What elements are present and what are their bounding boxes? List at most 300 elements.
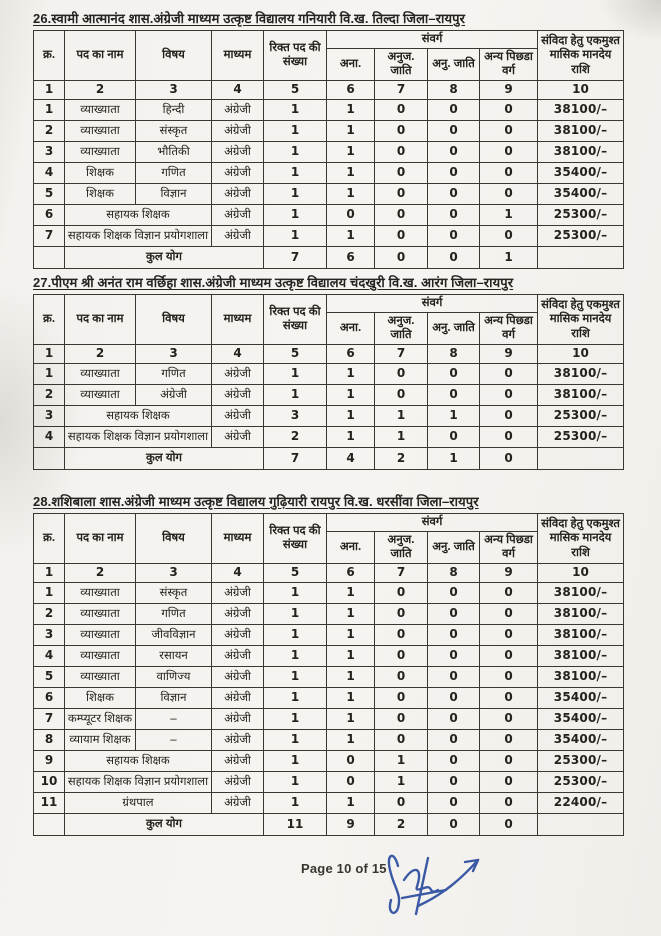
cell-serial: 3 [34,405,65,426]
cell-obc: 0 [480,729,538,750]
table-row [34,363,624,384]
column-index: 1 [34,563,65,582]
cell-general: 1 [327,624,375,645]
school-title-26: 26.स्वामी आत्मानंद शास.अंग्रेजी माध्यम उत्कृष्ट विद्यालय गनियारी वि.ख. तिल्दा जिला–रायपुर [33,11,466,26]
cell-vacant: 1 [264,225,327,246]
column-index: 6 [327,80,375,99]
col-header-obc: अन्य पिछडा वर्ग [480,49,538,81]
cell-st: 0 [428,225,480,246]
cell-sc: 0 [375,162,428,183]
cell-st: 0 [428,603,480,624]
cell-post: सहायक शिक्षक विज्ञान प्रयोगशाला [65,771,212,792]
table-row [34,771,624,792]
cell-obc: 1 [480,204,538,225]
cell-medium: अंग्रेजी [212,603,264,624]
cell-obc: 0 [480,99,538,120]
cell-medium: अंग्रेजी [212,120,264,141]
cell-subject: रसायन [136,645,212,666]
column-index: 9 [480,80,538,99]
column-index: 4 [212,563,264,582]
cell-general: 0 [327,750,375,771]
cell-general: 1 [327,183,375,204]
total-vacant: 7 [264,447,327,469]
table-row [34,225,624,246]
total-st: 0 [428,246,480,268]
cell-obc: 0 [480,750,538,771]
cell-general: 1 [327,666,375,687]
cell-post: व्याख्याता [65,99,136,120]
cell-general: 1 [327,162,375,183]
col-header-st: अनु. जाति [428,532,480,564]
vacancy-table-28 [33,513,624,836]
cell-sc: 0 [375,204,428,225]
cell-st: 0 [428,666,480,687]
cell-medium: अंग्रेजी [212,708,264,729]
total-general: 6 [327,246,375,268]
cell-honorarium: 38100/– [538,363,624,384]
cell-post: कम्प्यूटर शिक्षक [65,708,136,729]
cell-st: 0 [428,645,480,666]
cell-obc: 0 [480,771,538,792]
cell-honorarium: 25300/– [538,204,624,225]
cell-sc: 0 [375,708,428,729]
cell-medium: अंग्रेजी [212,792,264,813]
table-row [34,120,624,141]
cell-sc: 1 [375,405,428,426]
cell-medium: अंग्रेजी [212,771,264,792]
column-index: 1 [34,344,65,363]
column-index: 2 [65,80,136,99]
cell-vacant: 1 [264,666,327,687]
col-header-medium: माध्यम [212,295,264,345]
column-index: 7 [375,563,428,582]
total-label: कुल योग [65,246,264,268]
cell-serial: 7 [34,708,65,729]
cell-general: 1 [327,603,375,624]
cell-st: 1 [428,405,480,426]
col-header-general: अना. [327,49,375,81]
table-row [34,603,624,624]
cell-medium: अंग्रेजी [212,729,264,750]
cell-honorarium: 25300/– [538,405,624,426]
cell-honorarium: 38100/– [538,645,624,666]
cell-obc: 0 [480,363,538,384]
cell-general: 1 [327,120,375,141]
cell-vacant: 1 [264,204,327,225]
cell-obc: 0 [480,603,538,624]
col-header-serial: क्र. [34,31,65,81]
cell-medium: अंग्रेजी [212,183,264,204]
total-serial-empty [34,813,65,835]
column-index: 4 [212,344,264,363]
total-sc: 2 [375,447,428,469]
cell-general: 1 [327,405,375,426]
cell-general: 0 [327,771,375,792]
cell-subject: – [136,708,212,729]
col-header-category-group: संवर्ग [327,295,538,313]
cell-serial: 2 [34,384,65,405]
cell-vacant: 1 [264,792,327,813]
cell-subject: विज्ञान [136,687,212,708]
cell-sc: 0 [375,645,428,666]
cell-obc: 0 [480,792,538,813]
cell-sc: 0 [375,120,428,141]
column-index: 1 [34,80,65,99]
cell-general: 1 [327,687,375,708]
cell-st: 0 [428,162,480,183]
cell-post: व्याख्याता [65,384,136,405]
cell-st: 0 [428,204,480,225]
cell-honorarium: 38100/– [538,624,624,645]
cell-subject: हिन्दी [136,99,212,120]
total-row [34,246,624,268]
col-header-subject: विषय [136,295,212,345]
cell-obc: 0 [480,666,538,687]
column-index: 3 [136,344,212,363]
cell-serial: 10 [34,771,65,792]
table-row [34,141,624,162]
col-header-post: पद का नाम [65,31,136,81]
total-st: 0 [428,813,480,835]
cell-general: 1 [327,582,375,603]
cell-st: 0 [428,792,480,813]
cell-sc: 0 [375,141,428,162]
cell-vacant: 1 [264,603,327,624]
cell-serial: 3 [34,624,65,645]
cell-st: 0 [428,708,480,729]
cell-vacant: 1 [264,384,327,405]
cell-serial: 11 [34,792,65,813]
total-serial-empty [34,246,65,268]
cell-vacant: 3 [264,405,327,426]
cell-serial: 6 [34,204,65,225]
cell-post: व्याख्याता [65,666,136,687]
cell-obc: 0 [480,384,538,405]
col-header-medium: माध्यम [212,31,264,81]
cell-honorarium: 25300/– [538,771,624,792]
school-section-26 [33,9,629,269]
column-index: 2 [65,563,136,582]
cell-post: सहायक शिक्षक [65,405,212,426]
cell-sc: 1 [375,750,428,771]
cell-honorarium: 38100/– [538,603,624,624]
cell-st: 0 [428,183,480,204]
cell-serial: 9 [34,750,65,771]
col-header-subject: विषय [136,514,212,564]
table-row [34,582,624,603]
cell-post: शिक्षक [65,162,136,183]
col-header-medium: माध्यम [212,514,264,564]
table-row [34,99,624,120]
col-header-vacant-count: रिक्त पद की संख्या [264,514,327,564]
cell-vacant: 1 [264,99,327,120]
cell-general: 1 [327,141,375,162]
cell-medium: अंग्रेजी [212,426,264,447]
cell-post: ग्रंथपाल [65,792,212,813]
cell-obc: 0 [480,687,538,708]
col-header-vacant-count: रिक्त पद की संख्या [264,31,327,81]
cell-serial: 5 [34,183,65,204]
cell-vacant: 1 [264,708,327,729]
cell-subject: – [136,729,212,750]
column-index: 7 [375,80,428,99]
cell-obc: 0 [480,582,538,603]
cell-st: 0 [428,99,480,120]
cell-subject: गणित [136,603,212,624]
column-index: 2 [65,344,136,363]
column-index: 5 [264,344,327,363]
total-row [34,447,624,469]
col-header-post: पद का नाम [65,514,136,564]
col-header-general: अना. [327,313,375,345]
cell-obc: 0 [480,405,538,426]
cell-obc: 0 [480,624,538,645]
column-index: 6 [327,344,375,363]
school-title-27: 27.पीएम श्री अनंत राम वर्छिहा शास.अंग्रेजी माध्यम उत्कृष्ट विद्यालय चंदखुरी वि.ख. आरंग जिला–रायपुर [33,275,514,290]
page-number-footer: Page 10 of 15 [301,861,387,876]
cell-obc: 0 [480,426,538,447]
column-index: 10 [538,80,624,99]
cell-sc: 0 [375,225,428,246]
cell-subject: भौतिकी [136,141,212,162]
column-index: 10 [538,344,624,363]
total-st: 1 [428,447,480,469]
table-row [34,687,624,708]
cell-general: 1 [327,729,375,750]
total-sc: 0 [375,246,428,268]
cell-general: 1 [327,708,375,729]
cell-medium: अंग्रेजी [212,99,264,120]
cell-post: सहायक शिक्षक विज्ञान प्रयोगशाला [65,225,212,246]
table-row [34,183,624,204]
cell-medium: अंग्रेजी [212,141,264,162]
cell-vacant: 1 [264,645,327,666]
cell-subject: वाणिज्य [136,666,212,687]
cell-honorarium: 35400/– [538,708,624,729]
cell-vacant: 1 [264,363,327,384]
cell-serial: 4 [34,645,65,666]
column-index: 3 [136,563,212,582]
col-header-honorarium: संविदा हेतु एकमुश्त मासिक मानदेय राशि [538,31,624,81]
cell-sc: 0 [375,582,428,603]
table-row [34,384,624,405]
cell-post: व्याख्याता [65,645,136,666]
cell-general: 1 [327,426,375,447]
table-row [34,666,624,687]
header-row-main [34,31,624,49]
cell-vacant: 1 [264,582,327,603]
cell-sc: 0 [375,384,428,405]
table-row [34,426,624,447]
cell-obc: 0 [480,183,538,204]
cell-honorarium: 35400/– [538,183,624,204]
cell-serial: 4 [34,162,65,183]
column-index: 8 [428,563,480,582]
cell-st: 0 [428,624,480,645]
col-header-category-group: संवर्ग [327,514,538,532]
table-row [34,405,624,426]
table-row [34,645,624,666]
cell-honorarium: 25300/– [538,225,624,246]
cell-st: 0 [428,141,480,162]
cell-serial: 4 [34,426,65,447]
cell-st: 0 [428,384,480,405]
cell-obc: 0 [480,141,538,162]
column-index: 5 [264,563,327,582]
cell-vacant: 1 [264,183,327,204]
cell-general: 1 [327,645,375,666]
cell-sc: 1 [375,426,428,447]
total-general: 9 [327,813,375,835]
cell-serial: 7 [34,225,65,246]
total-general: 4 [327,447,375,469]
cell-post: व्यायाम शिक्षक [65,729,136,750]
cell-obc: 0 [480,708,538,729]
total-obc: 0 [480,447,538,469]
cell-post: व्याख्याता [65,120,136,141]
total-serial-empty [34,447,65,469]
table-row [34,792,624,813]
cell-subject: अंग्रेजी [136,384,212,405]
cell-medium: अंग्रेजी [212,687,264,708]
cell-medium: अंग्रेजी [212,666,264,687]
cell-honorarium: 35400/– [538,687,624,708]
vacancy-table-27 [33,294,624,470]
cell-medium: अंग्रेजी [212,162,264,183]
cell-post: व्याख्याता [65,624,136,645]
col-header-sc: अनुज. जाति [375,49,428,81]
cell-st: 0 [428,729,480,750]
cell-post: शिक्षक [65,687,136,708]
vacancy-table-26 [33,30,624,269]
cell-honorarium: 25300/– [538,750,624,771]
cell-sc: 0 [375,729,428,750]
cell-serial: 1 [34,363,65,384]
cell-honorarium: 22400/– [538,792,624,813]
cell-honorarium: 38100/– [538,99,624,120]
column-index: 6 [327,563,375,582]
column-index: 4 [212,80,264,99]
cell-general: 1 [327,363,375,384]
cell-sc: 0 [375,666,428,687]
header-row-main [34,295,624,313]
cell-medium: अंग्रेजी [212,624,264,645]
cell-honorarium: 38100/– [538,141,624,162]
cell-vacant: 1 [264,120,327,141]
col-header-post: पद का नाम [65,295,136,345]
cell-honorarium: 38100/– [538,582,624,603]
cell-st: 0 [428,771,480,792]
cell-post: व्याख्याता [65,363,136,384]
cell-post: सहायक शिक्षक [65,750,212,771]
cell-general: 0 [327,204,375,225]
col-header-honorarium: संविदा हेतु एकमुश्त मासिक मानदेय राशि [538,295,624,345]
column-index: 9 [480,344,538,363]
table-row [34,729,624,750]
col-header-category-group: संवर्ग [327,31,538,49]
cell-subject: जीवविज्ञान [136,624,212,645]
cell-serial: 2 [34,603,65,624]
column-index: 8 [428,80,480,99]
cell-subject: संस्कृत [136,120,212,141]
table-row [34,624,624,645]
col-header-sc: अनुज. जाति [375,313,428,345]
cell-medium: अंग्रेजी [212,750,264,771]
cell-vacant: 1 [264,750,327,771]
cell-obc: 0 [480,120,538,141]
school-section-28 [33,492,629,836]
cell-post: शिक्षक [65,183,136,204]
cell-vacant: 1 [264,771,327,792]
cell-obc: 0 [480,645,538,666]
cell-medium: अंग्रेजी [212,582,264,603]
header-row-main [34,514,624,532]
total-label: कुल योग [65,447,264,469]
cell-post: व्याख्याता [65,603,136,624]
cell-medium: अंग्रेजी [212,645,264,666]
cell-subject: गणित [136,162,212,183]
total-vacant: 7 [264,246,327,268]
cell-sc: 0 [375,99,428,120]
signature-ink-icon [384,836,634,920]
cell-honorarium: 35400/– [538,162,624,183]
total-label: कुल योग [65,813,264,835]
school-section-27 [33,273,629,470]
col-header-st: अनु. जाति [428,313,480,345]
cell-sc: 0 [375,603,428,624]
total-honorarium-empty [538,246,624,268]
cell-serial: 3 [34,141,65,162]
col-header-serial: क्र. [34,295,65,345]
cell-vacant: 1 [264,162,327,183]
total-obc: 0 [480,813,538,835]
cell-vacant: 2 [264,426,327,447]
cell-post: सहायक शिक्षक [65,204,212,225]
col-header-vacant-count: रिक्त पद की संख्या [264,295,327,345]
column-index-row [34,563,624,582]
cell-sc: 0 [375,792,428,813]
cell-general: 1 [327,225,375,246]
table-row [34,750,624,771]
cell-subject: विज्ञान [136,183,212,204]
cell-st: 0 [428,582,480,603]
col-header-honorarium: संविदा हेतु एकमुश्त मासिक मानदेय राशि [538,514,624,564]
col-header-obc: अन्य पिछडा वर्ग [480,313,538,345]
cell-general: 1 [327,99,375,120]
col-header-subject: विषय [136,31,212,81]
column-index: 5 [264,80,327,99]
col-header-general: अना. [327,532,375,564]
cell-honorarium: 38100/– [538,120,624,141]
cell-general: 1 [327,792,375,813]
cell-post: व्याख्याता [65,582,136,603]
table-row [34,708,624,729]
cell-subject: गणित [136,363,212,384]
cell-st: 0 [428,750,480,771]
cell-vacant: 1 [264,624,327,645]
total-vacant: 11 [264,813,327,835]
cell-obc: 0 [480,225,538,246]
cell-honorarium: 38100/– [538,666,624,687]
cell-st: 0 [428,426,480,447]
cell-medium: अंग्रेजी [212,405,264,426]
cell-serial: 1 [34,99,65,120]
cell-medium: अंग्रेजी [212,225,264,246]
total-obc: 1 [480,246,538,268]
column-index-row [34,344,624,363]
cell-sc: 0 [375,624,428,645]
column-index: 3 [136,80,212,99]
